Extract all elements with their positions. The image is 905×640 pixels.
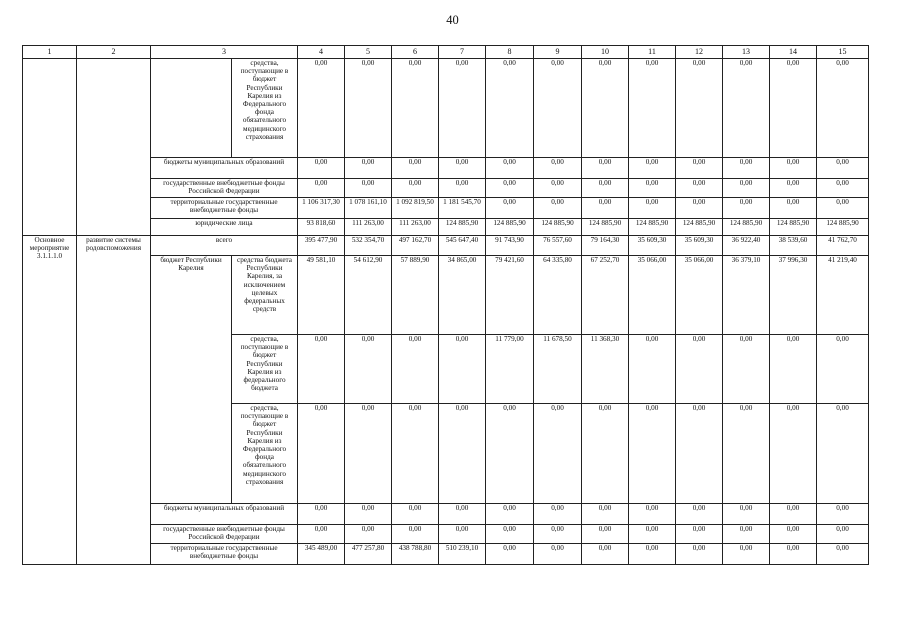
value-cell: 0,00	[629, 525, 676, 544]
value-cell: 345 489,00	[298, 544, 345, 565]
value-cell: 0,00	[534, 404, 582, 504]
value-cell: 0,00	[817, 158, 869, 179]
value-cell: 124 885,90	[723, 219, 770, 236]
value-cell: 37 996,30	[770, 256, 817, 335]
value-cell: 38 539,60	[770, 236, 817, 256]
value-cell: 35 609,30	[629, 236, 676, 256]
value-cell: 0,00	[676, 158, 723, 179]
value-cell: 0,00	[298, 179, 345, 198]
row-label: средства бюджета Республики Карелия, за исключением целевых федеральных средств	[232, 256, 298, 335]
value-cell: 0,00	[298, 525, 345, 544]
value-cell: 0,00	[534, 179, 582, 198]
value-cell: 0,00	[817, 504, 869, 525]
value-cell: 0,00	[723, 335, 770, 404]
value-cell: 0,00	[534, 158, 582, 179]
table-header-row	[23, 46, 869, 59]
value-cell: 0,00	[345, 59, 392, 158]
header-cell: 5	[345, 46, 392, 59]
row-label: средства, поступающие в бюджет Республики Карелия из федерального бюджета	[232, 335, 298, 404]
value-cell: 0,00	[817, 179, 869, 198]
row-label: территориальные государственные внебюджетные фонды	[151, 198, 298, 219]
value-cell: 0,00	[392, 404, 439, 504]
empty-cell	[23, 59, 77, 236]
empty-cell	[77, 59, 151, 236]
value-cell: 41 762,70	[817, 236, 869, 256]
value-cell: 124 885,90	[486, 219, 534, 236]
value-cell: 438 788,80	[392, 544, 439, 565]
value-cell: 0,00	[345, 179, 392, 198]
budget-label: бюджет Республики Карелия	[151, 256, 232, 504]
value-cell: 111 263,00	[345, 219, 392, 236]
value-cell: 0,00	[486, 504, 534, 525]
value-cell: 0,00	[486, 59, 534, 158]
row-label: средства, поступающие в бюджет Республики Карелия из Федерального фонда обязательного медицинского страхования	[232, 404, 298, 504]
value-cell: 0,00	[582, 525, 629, 544]
value-cell: 0,00	[486, 525, 534, 544]
row-label: государственные внебюджетные фонды Российской Федерации	[151, 525, 298, 544]
header-cell: 10	[582, 46, 629, 59]
row-label: территориальные государственные внебюджетные фонды	[151, 544, 298, 565]
header-cell: 12	[676, 46, 723, 59]
value-cell: 0,00	[676, 504, 723, 525]
row-label: юридические лица	[151, 219, 298, 236]
value-cell: 0,00	[392, 525, 439, 544]
value-cell: 0,00	[817, 198, 869, 219]
value-cell: 124 885,90	[629, 219, 676, 236]
value-cell: 0,00	[723, 504, 770, 525]
value-cell: 36 379,10	[723, 256, 770, 335]
value-cell: 79 164,30	[582, 236, 629, 256]
value-cell: 0,00	[392, 158, 439, 179]
value-cell: 0,00	[582, 404, 629, 504]
header-cell: 9	[534, 46, 582, 59]
value-cell: 0,00	[534, 544, 582, 565]
value-cell: 35 066,00	[629, 256, 676, 335]
value-cell: 0,00	[629, 404, 676, 504]
value-cell: 79 421,60	[486, 256, 534, 335]
value-cell: 0,00	[534, 59, 582, 158]
value-cell: 0,00	[770, 335, 817, 404]
value-cell: 0,00	[676, 198, 723, 219]
header-cell: 4	[298, 46, 345, 59]
value-cell: 0,00	[676, 525, 723, 544]
value-cell: 0,00	[345, 335, 392, 404]
row-label: средства, поступающие в бюджет Республики Карелия из Федерального фонда обязательного медицинского страхования	[232, 59, 298, 158]
value-cell: 124 885,90	[534, 219, 582, 236]
row-label: бюджеты муниципальных образований	[151, 504, 298, 525]
value-cell: 0,00	[439, 335, 486, 404]
value-cell: 0,00	[298, 158, 345, 179]
value-cell: 0,00	[486, 404, 534, 504]
value-cell: 0,00	[723, 544, 770, 565]
value-cell: 0,00	[723, 404, 770, 504]
value-cell: 35 609,30	[676, 236, 723, 256]
value-cell: 0,00	[770, 544, 817, 565]
value-cell: 93 818,60	[298, 219, 345, 236]
budget-table	[22, 45, 869, 565]
value-cell: 124 885,90	[582, 219, 629, 236]
value-cell: 0,00	[723, 179, 770, 198]
value-cell: 0,00	[817, 335, 869, 404]
value-cell: 0,00	[298, 59, 345, 158]
header-cell: 6	[392, 46, 439, 59]
value-cell: 11 678,50	[534, 335, 582, 404]
value-cell: 36 922,40	[723, 236, 770, 256]
value-cell: 49 581,10	[298, 256, 345, 335]
value-cell: 54 612,90	[345, 256, 392, 335]
value-cell: 0,00	[723, 59, 770, 158]
value-cell: 124 885,90	[676, 219, 723, 236]
value-cell: 0,00	[770, 198, 817, 219]
value-cell: 76 557,60	[534, 236, 582, 256]
header-cell: 7	[439, 46, 486, 59]
value-cell: 0,00	[817, 59, 869, 158]
value-cell: 41 219,40	[817, 256, 869, 335]
value-cell: 0,00	[817, 525, 869, 544]
value-cell: 0,00	[629, 335, 676, 404]
value-cell: 1 181 545,70	[439, 198, 486, 219]
row-label: бюджеты муниципальных образований	[151, 158, 298, 179]
value-cell: 0,00	[817, 404, 869, 504]
value-cell: 0,00	[817, 544, 869, 565]
header-cell: 3	[151, 46, 298, 59]
header-cell: 8	[486, 46, 534, 59]
value-cell: 0,00	[629, 198, 676, 219]
value-cell: 395 477,90	[298, 236, 345, 256]
value-cell: 0,00	[770, 179, 817, 198]
value-cell: 497 162,70	[392, 236, 439, 256]
value-cell: 0,00	[439, 404, 486, 504]
row-label: всего	[151, 236, 298, 256]
value-cell: 35 066,00	[676, 256, 723, 335]
value-cell: 0,00	[676, 404, 723, 504]
value-cell: 64 335,80	[534, 256, 582, 335]
table-row	[23, 236, 869, 256]
value-cell: 545 647,40	[439, 236, 486, 256]
value-cell: 111 263,00	[392, 219, 439, 236]
value-cell: 124 885,90	[439, 219, 486, 236]
value-cell: 0,00	[629, 544, 676, 565]
value-cell: 0,00	[486, 179, 534, 198]
value-cell: 0,00	[582, 59, 629, 158]
header-cell: 11	[629, 46, 676, 59]
value-cell: 0,00	[534, 504, 582, 525]
table-row	[23, 59, 869, 158]
value-cell: 0,00	[345, 525, 392, 544]
header-cell: 1	[23, 46, 77, 59]
value-cell: 1 078 161,10	[345, 198, 392, 219]
page-number: 40	[446, 13, 459, 27]
header-cell: 14	[770, 46, 817, 59]
value-cell: 57 889,90	[392, 256, 439, 335]
value-cell: 1 106 317,30	[298, 198, 345, 219]
value-cell: 0,00	[770, 504, 817, 525]
empty-cell	[151, 59, 232, 158]
value-cell: 0,00	[439, 179, 486, 198]
value-cell: 0,00	[392, 59, 439, 158]
value-cell: 0,00	[439, 504, 486, 525]
value-cell: 91 743,90	[486, 236, 534, 256]
value-cell: 0,00	[770, 404, 817, 504]
value-cell: 11 779,00	[486, 335, 534, 404]
value-cell: 1 092 819,50	[392, 198, 439, 219]
header-cell: 13	[723, 46, 770, 59]
header-cell: 2	[77, 46, 151, 59]
value-cell: 0,00	[392, 335, 439, 404]
value-cell: 0,00	[676, 59, 723, 158]
value-cell: 0,00	[629, 504, 676, 525]
value-cell: 0,00	[486, 158, 534, 179]
value-cell: 0,00	[770, 59, 817, 158]
value-cell: 0,00	[629, 179, 676, 198]
value-cell: 0,00	[345, 504, 392, 525]
value-cell: 0,00	[723, 198, 770, 219]
value-cell: 0,00	[629, 59, 676, 158]
value-cell: 0,00	[439, 525, 486, 544]
value-cell: 0,00	[486, 544, 534, 565]
value-cell: 0,00	[345, 158, 392, 179]
value-cell: 11 368,30	[582, 335, 629, 404]
value-cell: 510 239,10	[439, 544, 486, 565]
header-cell: 15	[817, 46, 869, 59]
value-cell: 0,00	[534, 525, 582, 544]
value-cell: 0,00	[582, 179, 629, 198]
value-cell: 0,00	[676, 544, 723, 565]
value-cell: 124 885,90	[770, 219, 817, 236]
value-cell: 0,00	[534, 198, 582, 219]
value-cell: 0,00	[770, 525, 817, 544]
value-cell: 0,00	[298, 335, 345, 404]
value-cell: 0,00	[723, 158, 770, 179]
value-cell: 0,00	[298, 404, 345, 504]
value-cell: 0,00	[439, 59, 486, 158]
value-cell: 67 252,70	[582, 256, 629, 335]
value-cell: 0,00	[582, 158, 629, 179]
value-cell: 0,00	[770, 158, 817, 179]
value-cell: 0,00	[582, 504, 629, 525]
value-cell: 0,00	[582, 198, 629, 219]
value-cell: 0,00	[486, 198, 534, 219]
value-cell: 0,00	[629, 158, 676, 179]
measure-name: развитие системы родовспоможения	[77, 236, 151, 565]
value-cell: 0,00	[392, 504, 439, 525]
value-cell: 0,00	[582, 544, 629, 565]
value-cell: 477 257,80	[345, 544, 392, 565]
value-cell: 34 865,00	[439, 256, 486, 335]
measure-code: Основное мероприятие 3.1.1.1.0	[23, 236, 77, 565]
value-cell: 0,00	[439, 158, 486, 179]
value-cell: 0,00	[345, 404, 392, 504]
value-cell: 0,00	[392, 179, 439, 198]
value-cell: 0,00	[676, 179, 723, 198]
row-label: государственные внебюджетные фонды Российской Федерации	[151, 179, 298, 198]
value-cell: 0,00	[676, 335, 723, 404]
value-cell: 124 885,90	[817, 219, 869, 236]
value-cell: 532 354,70	[345, 236, 392, 256]
value-cell: 0,00	[298, 504, 345, 525]
value-cell: 0,00	[723, 525, 770, 544]
